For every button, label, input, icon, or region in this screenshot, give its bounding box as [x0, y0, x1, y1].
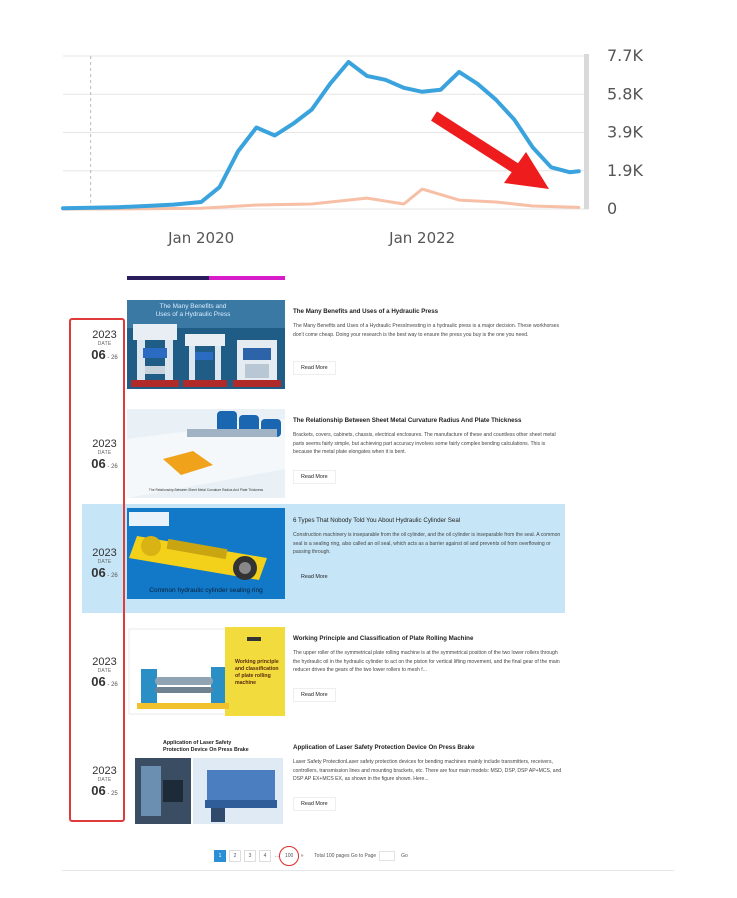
goto-page-input[interactable] — [379, 851, 395, 861]
article-summary: The Many Benefits and Uses of a Hydraulic PressInvesting in a hydraulic press is a major decision. These workhorses don't come cheap. Doing your research is the best way to ensure the press you buy is the one you need. — [293, 323, 560, 338]
date-year: 2023 — [92, 329, 117, 341]
x-tick-label: Jan 2020 — [168, 229, 235, 247]
chart-right-scrollbar — [584, 54, 589, 209]
y-tick-label: 5.8K — [607, 84, 643, 104]
date-day: 26 — [111, 682, 118, 688]
article-item-highlighted[interactable] — [82, 504, 565, 613]
article-title[interactable]: Working Principle and Classification of Plate Rolling Machine — [293, 635, 474, 642]
date-year: 2023 — [92, 656, 117, 668]
article-thumbnail[interactable] — [127, 508, 285, 599]
page-last-label: 100 — [285, 853, 294, 859]
read-more-button[interactable]: Read More — [293, 361, 336, 375]
article-text — [293, 308, 563, 375]
series-line-primary — [63, 62, 579, 208]
page-3-button[interactable]: 3 — [244, 850, 256, 862]
date-month: 06 — [91, 456, 106, 471]
article-list — [82, 286, 565, 831]
article-summary: Construction machinery is inseparable from the oil cylinder, and the oil cylinder is inseparable from the seal. A common seal is a sealing ring, also called an oil seal, which acts as a barrier against oil and prevents oil from overflowing or passing through. — [293, 532, 561, 556]
page-ellipsis: ... — [275, 853, 280, 859]
article-thumbnail[interactable] — [127, 736, 285, 825]
date-month-day: 06 - 26 — [91, 347, 118, 362]
go-button[interactable]: Go — [401, 853, 408, 859]
date-label: DATE — [97, 341, 112, 347]
date-month: 06 — [91, 783, 106, 798]
article-text — [293, 635, 563, 702]
thumb-caption: The Many Benefits and — [159, 303, 227, 310]
page-2-button[interactable]: 2 — [229, 850, 241, 862]
article-item[interactable] — [82, 286, 565, 395]
y-tick-label: 3.9K — [607, 122, 643, 142]
date-month-day: 06 - 26 — [91, 456, 118, 471]
date-label: DATE — [97, 450, 112, 456]
date-day: 26 — [111, 573, 118, 579]
read-more-button[interactable]: Read More — [293, 470, 336, 484]
article-title[interactable]: The Many Benefits and Uses of a Hydraulic Press — [293, 308, 439, 315]
page-total-info: Total 100 pages Go to Page — [314, 853, 377, 859]
date-day: 26 — [111, 464, 118, 470]
category-tab-indicator — [127, 276, 285, 280]
red-arrow-annotation — [434, 116, 549, 189]
article-thumbnail[interactable] — [127, 300, 285, 389]
thumb-caption: Application of Laser Safety — [163, 740, 232, 746]
thumb-caption: Common hydraulic cylinder sealing ring — [149, 587, 263, 594]
thumb-caption: The Relationship Between Sheet Metal Curvature Radius And Plate Thickness — [148, 488, 264, 492]
article-title[interactable]: The Relationship Between Sheet Metal Curvature Radius And Plate Thickness — [293, 417, 522, 424]
thumb-caption-2: Uses of a Hydraulic Press — [155, 311, 231, 318]
y-tick-label: 0 — [607, 199, 618, 218]
read-more-button[interactable]: Read More — [293, 797, 336, 811]
article-summary: The upper roller of the symmetrical plate rolling machine is at the symmetrical position of the two lower rollers through the hydraulic oil in the hydraulic cylinder to act on the piston for vertical lifting movement, and the final gear of the main reducer drives the gears of the two lower rollers to mesh f... — [293, 650, 560, 674]
date-day: 26 — [111, 355, 118, 361]
date-year: 2023 — [92, 438, 117, 450]
page-1-button[interactable]: 1 — [214, 850, 226, 862]
date-label: DATE — [97, 777, 112, 783]
thumb-caption-2: and classification — [235, 666, 279, 672]
page-last-button[interactable] — [282, 851, 296, 861]
article-thumbnail[interactable] — [127, 409, 285, 498]
thumb-caption-3: of plate rolling — [235, 673, 271, 679]
article-item[interactable] — [82, 395, 565, 504]
article-title[interactable]: 6 Types That Nobody Told You About Hydraulic Cylinder Seal — [293, 517, 461, 524]
date-label: DATE — [97, 559, 112, 565]
read-more-button[interactable]: Read More — [301, 574, 328, 580]
page-last-circle-annotation — [279, 846, 299, 866]
article-title[interactable]: Application of Laser Safety Protection Device On Press Brake — [293, 744, 475, 751]
article-text — [293, 517, 563, 584]
date-month-day: 06 - 26 — [91, 674, 118, 689]
page-4-button[interactable]: 4 — [259, 850, 271, 862]
date-month: 06 — [91, 565, 106, 580]
thumb-caption-2: Protection Device On Press Brake — [163, 747, 249, 753]
article-item[interactable] — [82, 722, 565, 831]
y-tick-label: 1.9K — [607, 160, 643, 180]
x-tick-label: Jan 2022 — [389, 229, 456, 247]
article-summary: Brackets, covers, cabinets, chassis, electrical enclosures. The manufacture of these and countless other sheet metal parts seems fairly simple, but achieving part accuracy involves some fairly complex bending calculations. This is because the metal plate elongates when it is bent. — [293, 432, 556, 456]
date-month: 06 — [91, 347, 106, 362]
date-month-day: 06 - 25 — [91, 783, 118, 798]
thumb-caption: Working principle — [235, 659, 279, 665]
date-label: DATE — [97, 668, 112, 674]
article-summary: Laser Safety ProtectionLaser safety protection devices for bending machines mainly include transmitters, receivers, controllers, transmission lines and mounting brackets, etc. There are four main models: MSD, DSP, DSP AP+MCS, and DSP AP EX+MCS EX, as shown in the figure shown. Here... — [293, 759, 562, 783]
article-text — [293, 744, 563, 811]
date-year: 2023 — [92, 765, 117, 777]
date-column-highlight-box — [69, 318, 125, 822]
date-day: 25 — [111, 791, 118, 797]
pagination — [214, 849, 408, 863]
footer-divider — [62, 870, 674, 871]
date-year: 2023 — [92, 547, 117, 559]
article-thumbnail[interactable] — [127, 627, 285, 716]
y-tick-label: 7.7K — [607, 46, 643, 65]
date-month-day: 06 - 26 — [91, 565, 118, 580]
read-more-button[interactable]: Read More — [293, 688, 336, 702]
tab-indicator-dark — [127, 276, 209, 280]
thumb-caption-4: machine — [235, 680, 257, 686]
article-item[interactable] — [82, 613, 565, 722]
date-month: 06 — [91, 674, 106, 689]
traffic-line-chart — [0, 0, 737, 265]
tab-indicator-magenta — [209, 276, 285, 280]
article-text — [293, 417, 563, 484]
next-page-button[interactable]: » — [300, 853, 304, 859]
